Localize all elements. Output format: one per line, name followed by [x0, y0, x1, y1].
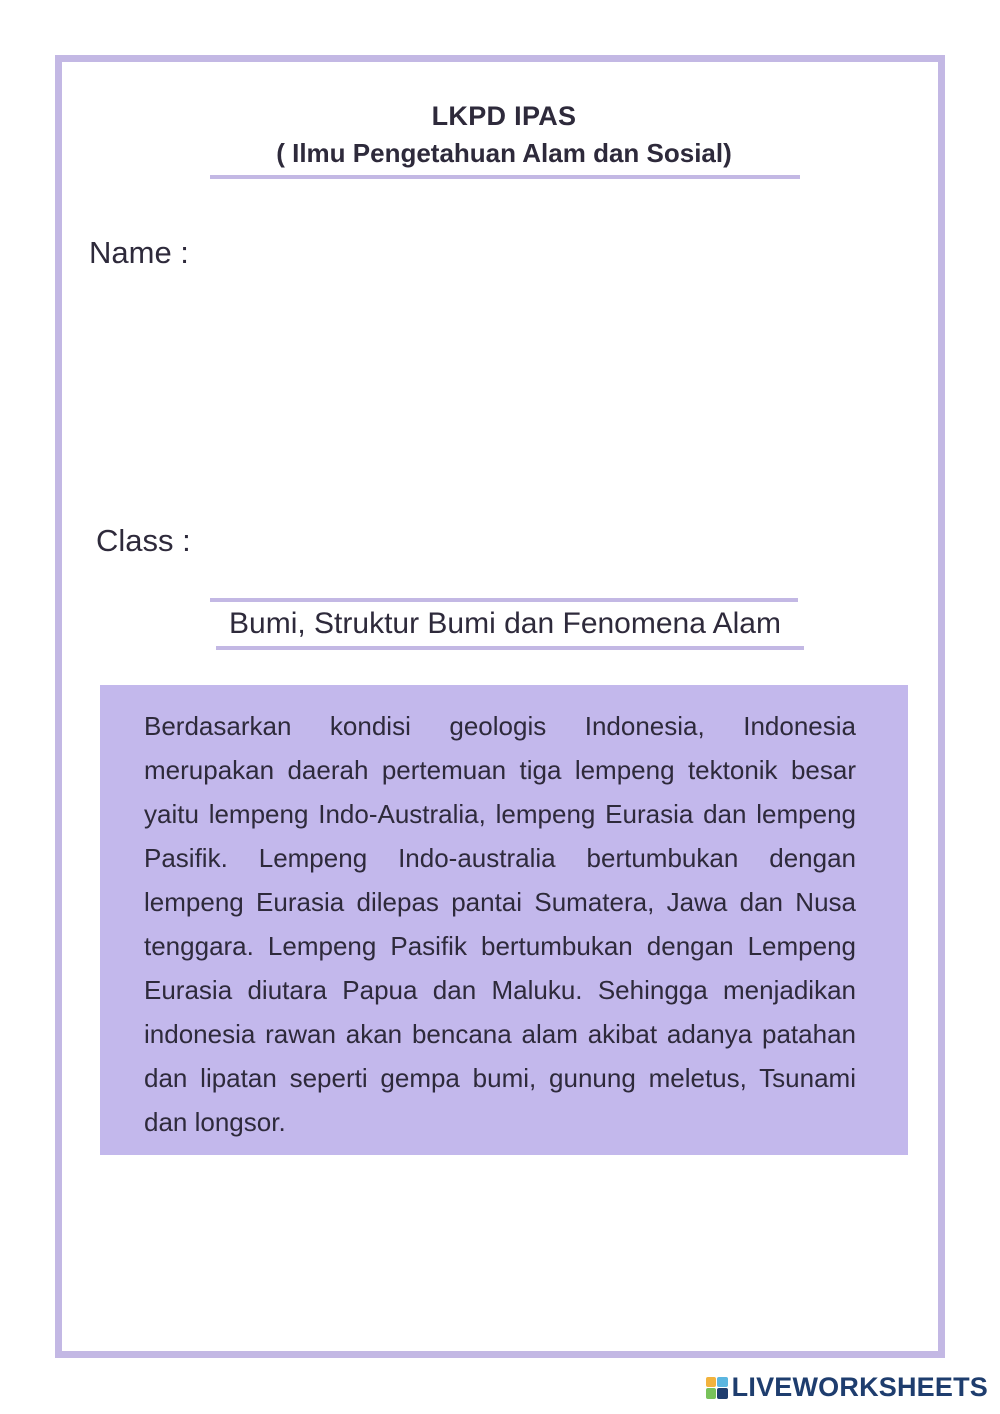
liveworksheets-logo-icon: [706, 1377, 728, 1399]
worksheet-header: [210, 98, 798, 172]
liveworksheets-brand: [706, 1372, 988, 1403]
reading-passage-box: [100, 685, 908, 1155]
topic-title: Bumi, Struktur Bumi dan Fenomena Alam: [229, 607, 781, 640]
topic-divider-top: [210, 598, 798, 602]
class-label: Class :: [96, 523, 191, 558]
name-label: Name :: [89, 235, 189, 270]
topic-divider-bottom: [216, 646, 804, 650]
page-subtitle: ( Ilmu Pengetahuan Alam dan Sosial): [276, 138, 732, 168]
title-divider: [210, 175, 800, 179]
reading-passage-text: Berdasarkan kondisi geologis Indonesia, Indonesia merupakan daerah pertemuan tiga lempeng tektonik besar yaitu lempeng Indo-Australia, lempeng Eurasia dan lempeng Pasifik. Lempeng Indo-australia bertumbukan dengan lempeng Eurasia dilepas pantai Sumatera, Jawa dan Nusa tenggara. Lempeng Pasifik bertumbukan dengan Lempeng Eurasia diutara Papua dan Maluku. Sehingga menjadikan indonesia rawan akan bencana alam akibat adanya patahan dan lipatan seperti gempa bumi, gunung meletus, Tsunami dan longsor.: [144, 711, 856, 1137]
page-title: LKPD IPAS: [431, 101, 577, 131]
brand-logo-text: LIVEWORKSHEETS: [731, 1372, 988, 1402]
